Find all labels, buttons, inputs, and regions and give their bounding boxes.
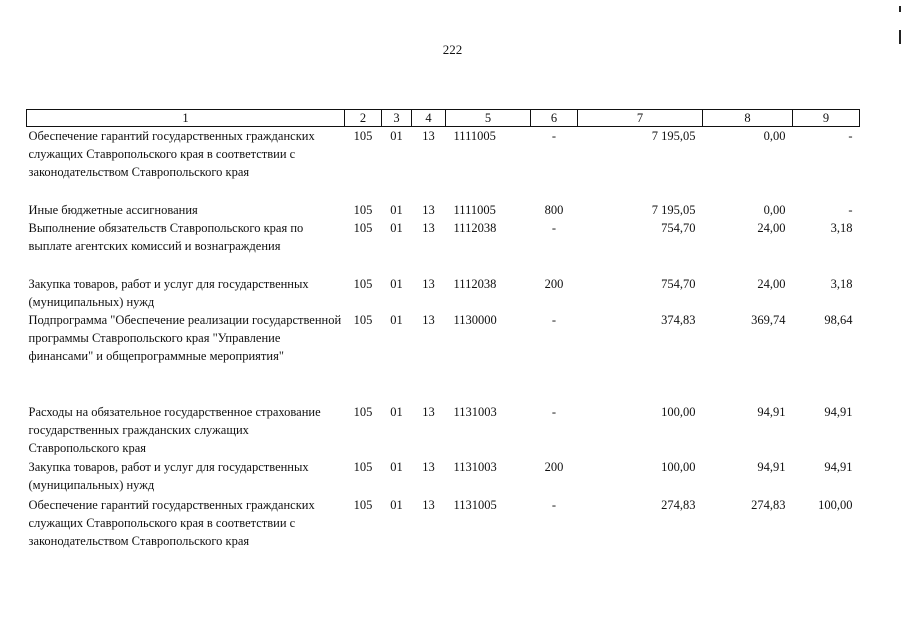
cell-col3: 01 bbox=[390, 459, 403, 474]
cell-col9: - bbox=[848, 129, 853, 143]
cell-col4: 13 bbox=[422, 129, 435, 143]
cell-col4: 13 bbox=[422, 459, 435, 474]
cell-col5: 1131005 bbox=[453, 497, 497, 512]
cell-col7: 754,70 bbox=[661, 276, 696, 291]
table-row bbox=[27, 127, 860, 201]
cell-col4: 13 bbox=[422, 497, 435, 512]
cell-col3: 01 bbox=[390, 129, 403, 143]
cell-col5: 1131003 bbox=[453, 404, 497, 419]
table-row bbox=[27, 496, 860, 570]
row-name: Обеспечение гарантий государственных гражданских служащих Ставропольского края в соответствии с законодательством Ставропольского края bbox=[28, 129, 315, 179]
cell-col7: 100,00 bbox=[661, 459, 696, 474]
cell-col4: 13 bbox=[422, 220, 435, 235]
table-row bbox=[27, 458, 860, 496]
cell-col7: 100,00 bbox=[661, 404, 696, 419]
cell-col7: 7 195,05 bbox=[651, 202, 696, 217]
scan-edge-mark-top bbox=[899, 6, 901, 12]
cell-col5: 1111005 bbox=[453, 202, 496, 217]
table-row bbox=[27, 201, 860, 219]
page-number: 222 bbox=[442, 42, 463, 57]
cell-col2: 105 bbox=[353, 312, 373, 327]
cell-col6: - bbox=[551, 497, 557, 512]
cell-col5: 1112038 bbox=[453, 220, 497, 235]
cell-col9: 94,91 bbox=[824, 404, 853, 419]
row-name: Обеспечение гарантий государственных гражданских служащих Ставропольского края в соответствии с законодательством Ставропольского края bbox=[28, 497, 315, 548]
cell-col9: 3,18 bbox=[830, 276, 853, 291]
row-name: Подпрограмма "Обеспечение реализации государственной программы Ставропольского края "Управление финансами" и общепрограммные мероприятия" bbox=[28, 312, 342, 363]
cell-col2: 105 bbox=[353, 129, 373, 143]
cell-col6: - bbox=[551, 129, 557, 143]
cell-col9: 98,64 bbox=[824, 312, 853, 327]
row-name: Закупка товаров, работ и услуг для государственных (муниципальных) нужд bbox=[28, 459, 309, 492]
scan-edge-mark-bottom bbox=[899, 30, 901, 44]
cell-col9: 94,91 bbox=[824, 459, 853, 474]
row-name: Выполнение обязательств Ставропольского края по выплате агентских комиссий и вознаграждения bbox=[28, 220, 304, 253]
table-row bbox=[27, 403, 860, 458]
cell-col6: 800 bbox=[544, 202, 564, 217]
cell-col4: 13 bbox=[422, 202, 435, 217]
cell-col2: 105 bbox=[353, 404, 373, 419]
cell-col5: 1131003 bbox=[453, 459, 497, 474]
row-name: Расходы на обязательное государственное страхование государственных гражданских служащих Ставропольского края bbox=[28, 404, 321, 455]
column-header: 5 bbox=[446, 110, 531, 127]
cell-col8: 0,00 bbox=[763, 129, 786, 143]
cell-col2: 105 bbox=[353, 202, 373, 217]
cell-col3: 01 bbox=[390, 276, 403, 291]
cell-col2: 105 bbox=[353, 459, 373, 474]
column-header: 6 bbox=[531, 110, 578, 127]
cell-col5: 1111005 bbox=[453, 129, 496, 143]
cell-col8: 94,91 bbox=[757, 459, 786, 474]
budget-table bbox=[26, 109, 859, 570]
row-name: Закупка товаров, работ и услуг для государственных (муниципальных) нужд bbox=[28, 276, 309, 309]
column-header: 4 bbox=[412, 110, 446, 127]
cell-col8: 24,00 bbox=[757, 276, 786, 291]
cell-col4: 13 bbox=[422, 276, 435, 291]
cell-col3: 01 bbox=[390, 312, 403, 327]
cell-col3: 01 bbox=[390, 220, 403, 235]
cell-col3: 01 bbox=[390, 404, 403, 419]
cell-col9: 100,00 bbox=[818, 497, 853, 512]
cell-col7: 274,83 bbox=[661, 497, 696, 512]
table-row bbox=[27, 311, 860, 403]
header-row bbox=[27, 110, 860, 127]
table-row bbox=[27, 219, 860, 275]
cell-col7: 374,83 bbox=[661, 312, 696, 327]
cell-col2: 105 bbox=[353, 497, 373, 512]
cell-col5: 1130000 bbox=[453, 312, 497, 327]
cell-col8: 24,00 bbox=[757, 220, 786, 235]
cell-col6: - bbox=[551, 220, 557, 235]
cell-col4: 13 bbox=[422, 404, 435, 419]
column-header: 8 bbox=[703, 110, 793, 127]
column-header: 1 bbox=[27, 110, 345, 127]
cell-col8: 0,00 bbox=[763, 202, 786, 217]
cell-col5: 1112038 bbox=[453, 276, 497, 291]
cell-col2: 105 bbox=[353, 276, 373, 291]
cell-col6: 200 bbox=[544, 459, 564, 474]
cell-col7: 7 195,05 bbox=[651, 129, 696, 143]
cell-col3: 01 bbox=[390, 497, 403, 512]
row-name: Иные бюджетные ассигнования bbox=[28, 202, 198, 217]
cell-col8: 369,74 bbox=[751, 312, 786, 327]
cell-col3: 01 bbox=[390, 202, 403, 217]
cell-col9: - bbox=[848, 202, 853, 217]
cell-col6: - bbox=[551, 404, 557, 419]
cell-col7: 754,70 bbox=[661, 220, 696, 235]
column-header: 9 bbox=[793, 110, 860, 127]
column-header: 7 bbox=[578, 110, 703, 127]
cell-col8: 94,91 bbox=[757, 404, 786, 419]
table-row bbox=[27, 275, 860, 311]
cell-col2: 105 bbox=[353, 220, 373, 235]
cell-col9: 3,18 bbox=[830, 220, 853, 235]
column-header: 3 bbox=[382, 110, 412, 127]
cell-col8: 274,83 bbox=[751, 497, 786, 512]
cell-col6: 200 bbox=[544, 276, 564, 291]
cell-col4: 13 bbox=[422, 312, 435, 327]
cell-col6: - bbox=[551, 312, 557, 327]
column-header: 2 bbox=[345, 110, 382, 127]
